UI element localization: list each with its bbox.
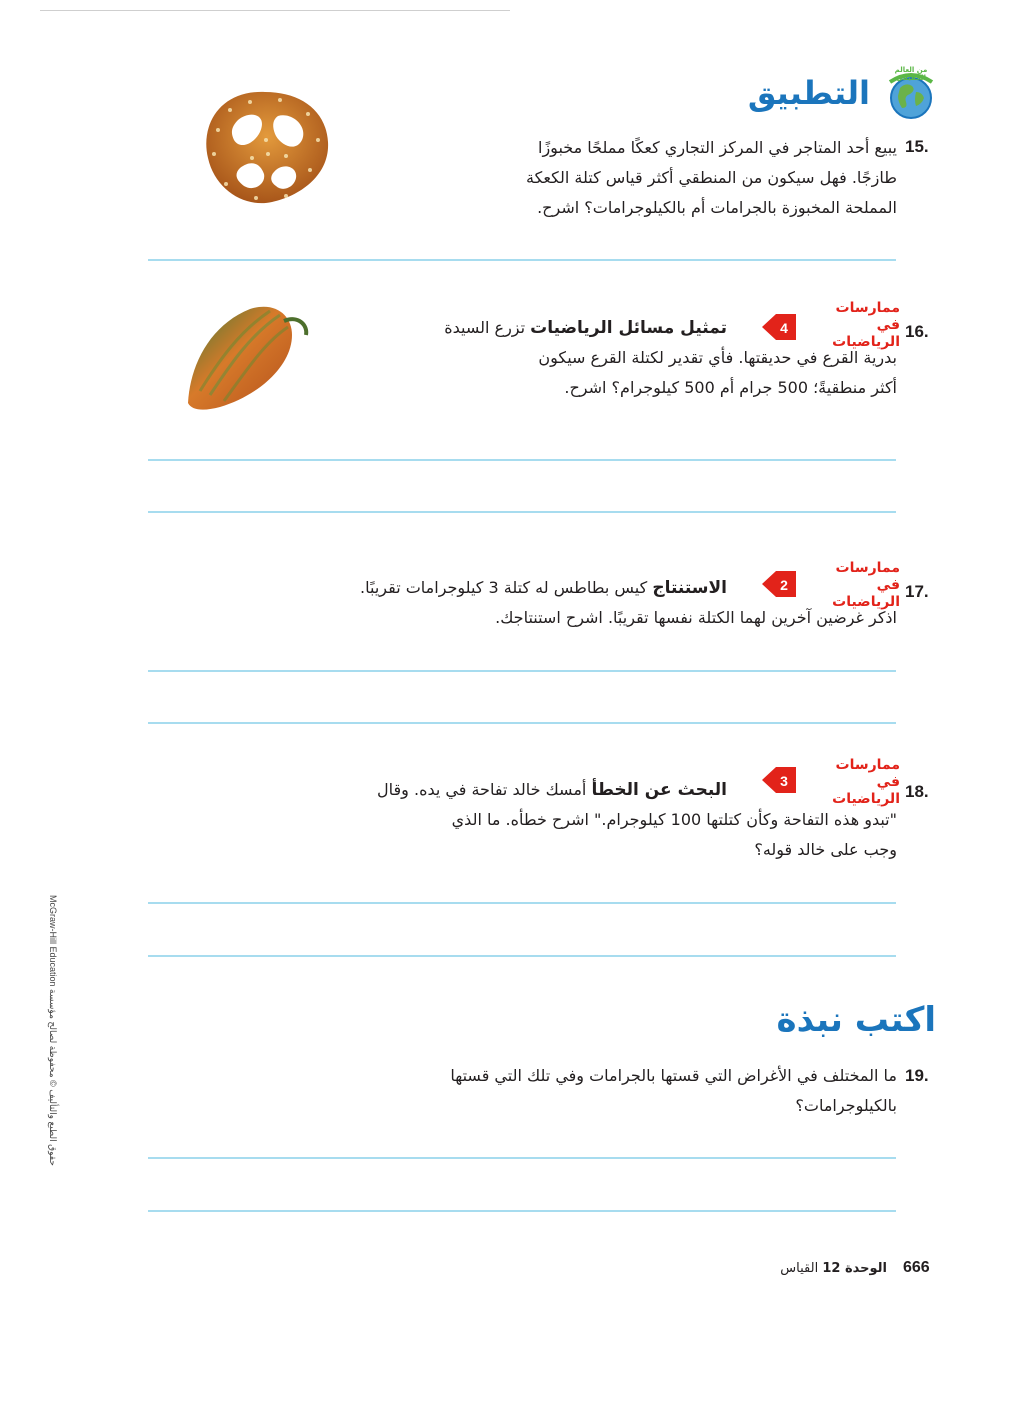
question-text (317, 775, 897, 865)
question-text (297, 573, 897, 633)
question-number: 16. (905, 322, 929, 341)
question-text (297, 1061, 897, 1121)
practice-keyword: البحث عن الخطأ (591, 780, 727, 800)
question-number: 15. (905, 137, 929, 156)
text-fragment: أمسك خالد تفاحة في يده. وقال (377, 780, 587, 799)
unit-name: القياس (780, 1261, 819, 1276)
question-number: 18. (905, 782, 929, 801)
question-text (417, 133, 897, 223)
answer-line (148, 511, 896, 513)
text-line: وجب على خالد قوله؟ (754, 840, 897, 859)
text-line: المملحة المخبوزة بالجرامات أم بالكيلوجرامات؟ اشرح. (537, 198, 897, 217)
top-rule (40, 10, 510, 11)
pretzel-image (190, 80, 340, 215)
answer-line (148, 459, 896, 461)
copyright-credit: McGraw-Hill Education حقوق الطبع والتأليف © محفوظة لصالح مؤسسة (48, 895, 58, 1166)
text-line: بالكيلوجرامات؟ (795, 1096, 897, 1115)
practice-label-line: الرياضيات (832, 594, 900, 610)
unit-label: الوحدة 12 (822, 1261, 887, 1276)
text-line: طازجًا. فهل سيكون من المنطقي أكثر قياس كتلة الكعكة (525, 168, 897, 187)
practice-number: 4 (780, 320, 788, 336)
text-line: بدرية القرع في حديقتها. فأي تقدير لكتلة القرع سيكون (538, 348, 897, 367)
practice-label-line: ممارسات في (835, 300, 900, 333)
answer-line (148, 1157, 896, 1159)
practice-number: 2 (780, 577, 788, 593)
question-number: 17. (905, 582, 929, 601)
practice-label-line: الرياضيات (832, 334, 900, 350)
text-fragment: كيس بطاطس له كتلة 3 كيلوجرامات تقريبًا. (360, 578, 648, 597)
question-text (397, 313, 897, 403)
practice-number: 3 (780, 773, 788, 789)
answer-line (148, 722, 896, 724)
text-line: يبيع أحد المتاجر في المركز التجاري كعكًا مملحًا مخبوزًا (538, 138, 897, 157)
practice-keyword: الاستنتاج (652, 578, 727, 598)
practice-keyword: تمثيل مسائل الرياضيات (530, 318, 727, 338)
text-line: "تبدو هذه التفاحة وكأن كتلتها 100 كيلوجرام." اشرح خطأه. ما الذي (451, 810, 897, 829)
text-line (297, 573, 897, 603)
text-line: ما المختلف في الأغراض التي قستها بالجرامات وفي تلك التي قستها (450, 1066, 897, 1085)
practice-label-line: ممارسات في (835, 757, 900, 790)
answer-line (148, 670, 896, 672)
globe-caption: من العالم الحقيقي (894, 66, 928, 82)
page-number: 666 (903, 1259, 930, 1276)
practice-label-line: الرياضيات (832, 791, 900, 807)
answer-line (148, 902, 896, 904)
text-line: اذكر غرضين آخرين لهما الكتلة نفسها تقريبًا. اشرح استنتاجك. (495, 608, 897, 627)
text-line (397, 313, 897, 343)
answer-line (148, 1210, 896, 1212)
practice-label-line: ممارسات في (835, 560, 900, 593)
answer-line (148, 259, 896, 261)
question-number: 19. (905, 1066, 929, 1085)
section-title-application: التطبيق (747, 74, 870, 112)
answer-line (148, 955, 896, 957)
text-line: أكثر منطقيةً؛ 500 جرام أم 500 كيلوجرام؟ اشرح. (564, 378, 897, 397)
footer-unit (780, 1261, 887, 1276)
squash-image (180, 295, 320, 415)
text-line (317, 775, 897, 805)
section-title-write: اكتب نبذة (776, 1000, 936, 1040)
text-fragment: تزرع السيدة (444, 318, 526, 337)
